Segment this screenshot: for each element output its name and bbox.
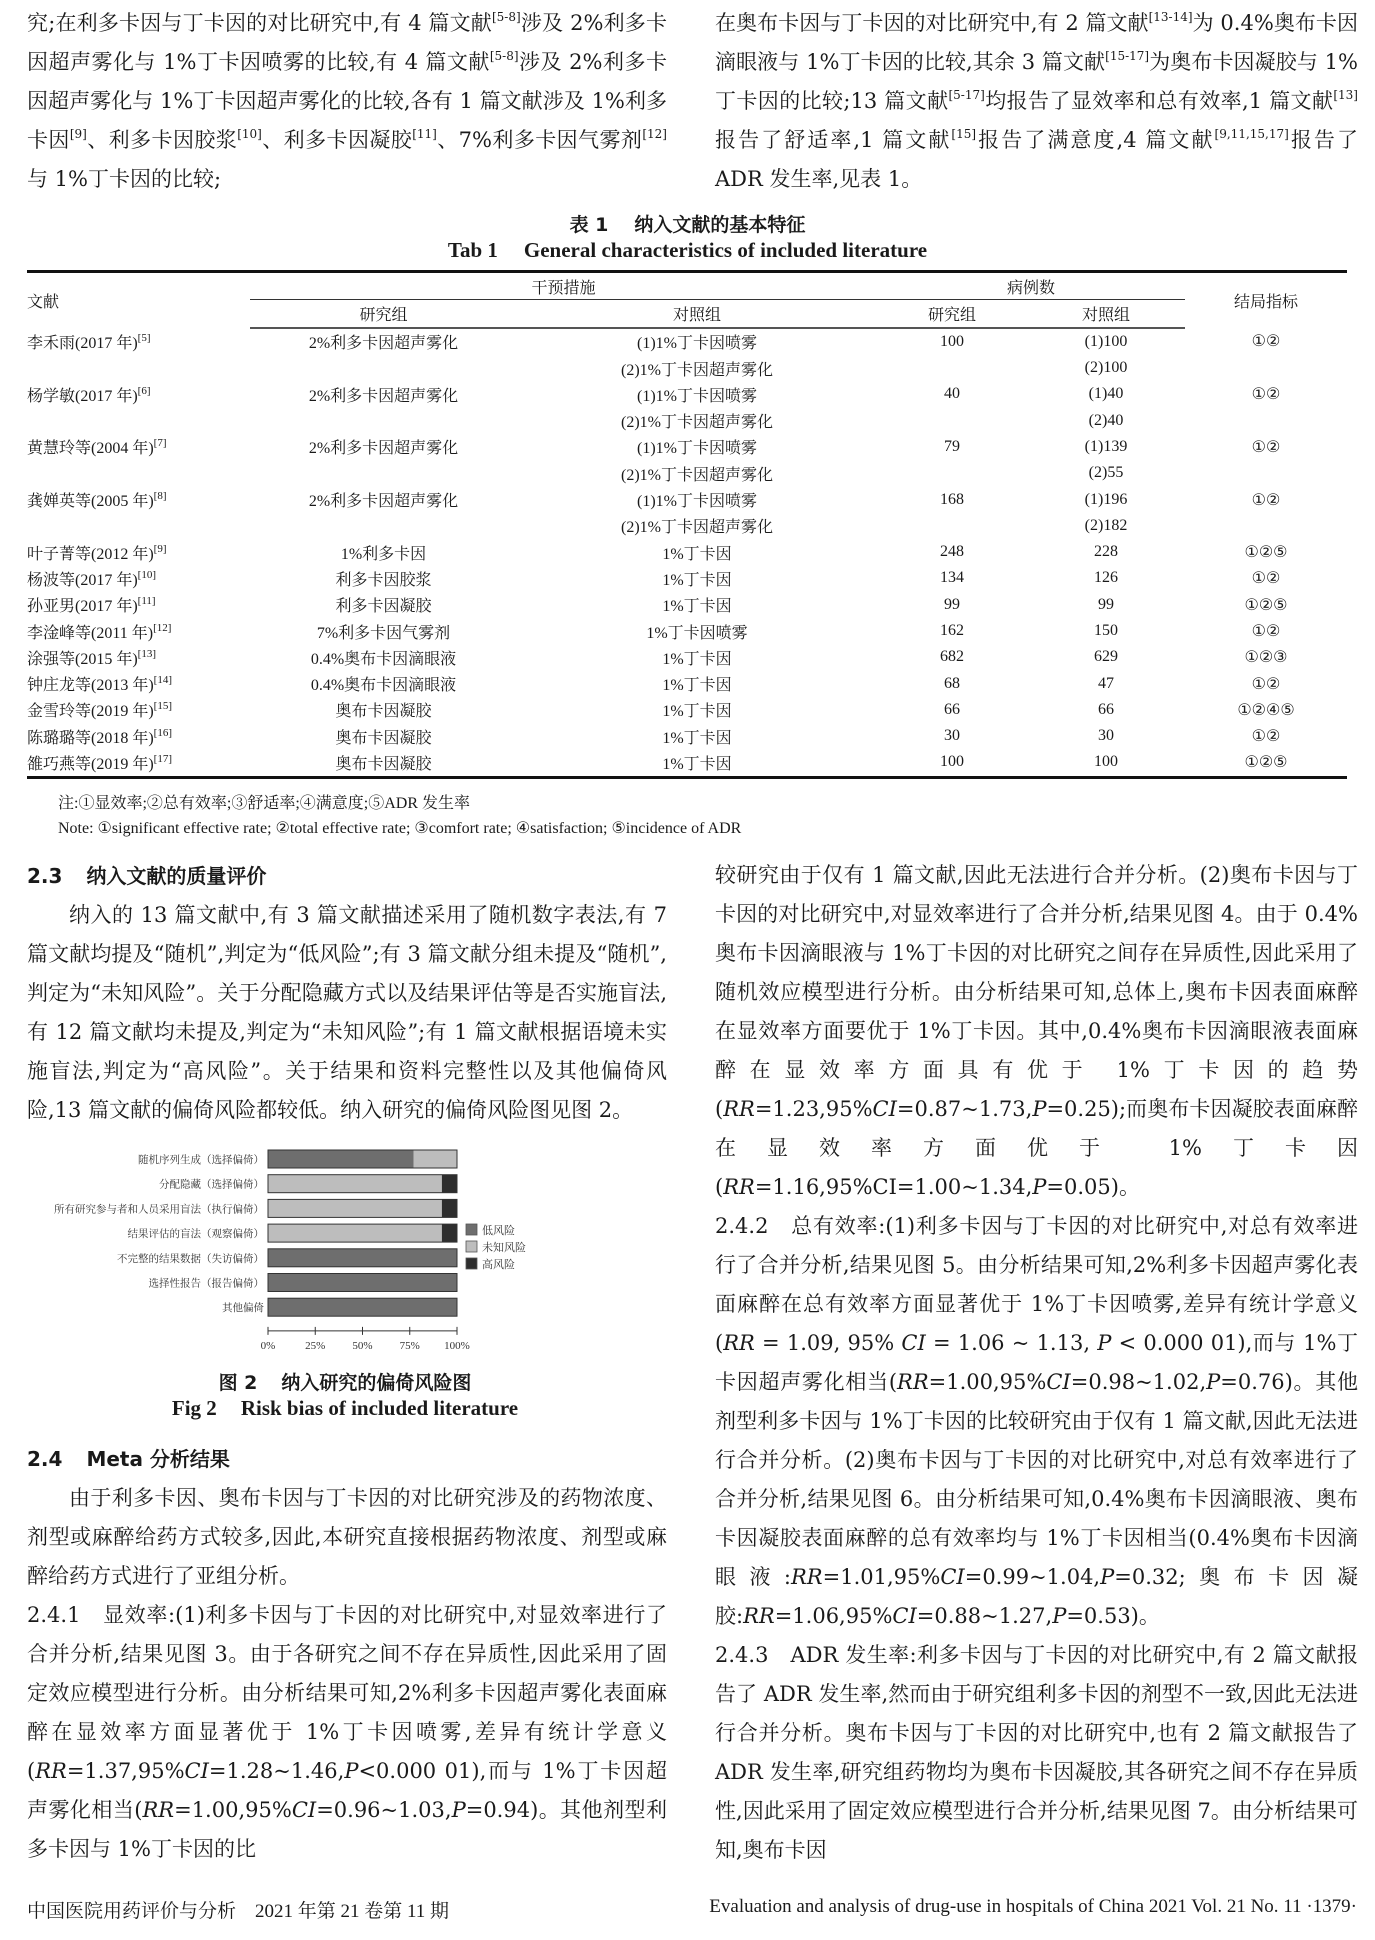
category-label: 随机序列生成（选择偏倚） [138, 1154, 264, 1166]
citation: [10] [137, 568, 156, 581]
figure-caption-en [0, 1396, 690, 1421]
section-number: 2.3 [27, 864, 63, 888]
bar-segment-low [268, 1298, 457, 1316]
table-row [27, 749, 1347, 777]
intro-paragraph-right [715, 4, 1358, 199]
citation: [15] [153, 700, 172, 713]
text: =0.25);而奥布卡因凝胶表面麻醉在显效率方面优于 1%丁卡因( [715, 1097, 1358, 1199]
cell-literature [27, 697, 250, 723]
cell-outcome: ①② [1251, 491, 1281, 509]
cell-empty [27, 460, 250, 486]
literature-name: 孙亚男(2017 年) [27, 598, 138, 616]
table-row [27, 328, 1347, 355]
cell-outcome: ①② [1251, 675, 1281, 693]
cell-literature [27, 381, 250, 407]
header-cases-study: 研究组 [877, 300, 1027, 328]
text: 较研究由于仅有 1 篇文献,因此无法进行合并分析。(2)奥布卡因与丁卡因的对比研究中,对显效率进行了合并分析,结果见图 4。由于 0.4%奥布卡因滴眼液与 1%丁卡因的对比研究之间存在异质性,因此采用了随机效应模型进行分析。由分析结果可知,总体上,奥布卡因表面麻醉在显效率方面要优于 1%丁卡因。其中,0.4%奥布卡因滴眼液表面麻醉在显效率方面具有优于 1%丁卡因的趋势( [715, 863, 1358, 1121]
section-heading-2-3 [27, 856, 667, 896]
cell-study-group: 奥布卡因凝胶 [250, 749, 517, 777]
cell-cases-control: (2)55 [1088, 464, 1124, 482]
cell-outcome: ①②⑤ [1185, 749, 1347, 777]
literature-name: 黄慧玲等(2004 年) [27, 440, 154, 458]
left-column-meta [27, 1439, 667, 1869]
cell-outcome: ①② [1251, 728, 1281, 746]
table-note-cn: 注:①显效率;②总有效率;③舒适率;④满意度;⑤ADR 发生率 [58, 795, 471, 812]
table-row [27, 434, 1347, 460]
legend-swatch [466, 1224, 477, 1235]
subsection-number: 2.4.2 [715, 1214, 769, 1238]
literature-name: 陈璐璐等(2018 年) [27, 729, 154, 747]
text: 与 1%丁卡因的比较; [27, 167, 222, 191]
text: RR [723, 1097, 755, 1121]
section-heading-2-4 [27, 1439, 667, 1479]
cell-control-group: (2)1%丁卡因超声雾化 [621, 466, 773, 484]
table-row [27, 723, 1347, 749]
subsection-number: 2.4.1 [27, 1603, 81, 1627]
cell-control-group: (2)1%丁卡因超声雾化 [621, 519, 773, 537]
text: =1.23,95% [754, 1097, 873, 1121]
citation: [5] [137, 331, 151, 344]
text: CI [940, 1565, 965, 1589]
table-row [27, 407, 1347, 433]
bar-segment-high [442, 1224, 457, 1242]
cell-outcome: ①②⑤ [1244, 544, 1288, 562]
text: CI [901, 1331, 926, 1355]
category-label: 分配隐藏（选择偏倚） [159, 1178, 264, 1191]
text: CI [892, 1604, 917, 1628]
intro-paragraph-left [27, 4, 667, 199]
cell-literature [27, 618, 250, 644]
cell-empty [250, 513, 517, 539]
cell-literature [27, 486, 250, 512]
cell-cases-control: (1)196 [1084, 490, 1128, 508]
text: = 1.09, 95% [754, 1331, 902, 1355]
text: < 0.000 01),而与 1%丁卡因超声雾化相当( [715, 1331, 1358, 1394]
bar-segment-low [268, 1150, 414, 1168]
cell-study-group: 0.4%奥布卡因滴眼液 [310, 677, 457, 695]
text: P [1032, 1097, 1047, 1121]
cell-literature [27, 539, 250, 565]
text: 报告了舒适率,1 篇文献 [715, 128, 952, 152]
cell-literature [27, 565, 250, 591]
cell-control-group: (1)1%丁卡因喷雾 [637, 440, 757, 458]
paragraph-2-4-2 [715, 1207, 1358, 1636]
text: 为奥布卡因凝胶与 1%丁卡因的比较;13 篇文献 [715, 50, 1358, 113]
cell-outcome [1185, 460, 1347, 486]
cell-control-group: (2)1%丁卡因超声雾化 [621, 361, 773, 379]
category-label: 所有研究参与者和人员采用盲法（执行偏倚） [54, 1203, 264, 1216]
cell-cases-control: 99 [1098, 595, 1114, 613]
cell-control-group: 1%丁卡因 [662, 729, 732, 747]
cell-cases-control: (2)182 [1084, 516, 1128, 534]
cell-outcome: ①② [1251, 570, 1281, 588]
text: = 1.06 ~ 1.13, [925, 1331, 1098, 1355]
text: 显效率:(1)利多卡因与丁卡因的对比研究中,对显效率进行了合并分析,结果见图 3。由于各研究之间不存在异质性,因此采用了固定效应模型进行分析。由分析结果可知,2%利多卡因超声雾化表面麻醉在显效率方面显著优于 1%丁卡因喷雾,差异有统计学意义( [27, 1603, 667, 1783]
text: <0.000 01),而与 1%丁卡因超声雾化相当( [27, 1759, 667, 1822]
cell-outcome [1185, 407, 1347, 433]
text: RR [723, 1331, 755, 1355]
text: =0.05)。 [1046, 1175, 1140, 1199]
legend-swatch [466, 1241, 477, 1252]
text: CI [1046, 1370, 1071, 1394]
cell-control-group: (1)1%丁卡因喷雾 [637, 493, 757, 511]
citation: [9] [153, 542, 167, 555]
text: =0.88~1.27, [916, 1604, 1053, 1628]
citation: [5-8] [489, 49, 519, 63]
cell-cases-study [877, 355, 1027, 381]
literature-name: 金雪玲等(2019 年) [27, 703, 154, 721]
cell-study-group: 2%利多卡因超声雾化 [308, 493, 459, 511]
text: RR [723, 1175, 755, 1199]
cell-cases-study: 99 [944, 595, 960, 613]
cell-control-group: 1%丁卡因喷雾 [646, 624, 748, 642]
text: =1.37,95% [66, 1759, 185, 1783]
x-tick-label: 0% [260, 1339, 276, 1352]
cell-outcome: ①② [1251, 386, 1281, 404]
text: CI [291, 1798, 317, 1822]
cell-cases-study: 40 [944, 385, 960, 403]
cell-study-group: 奥布卡因凝胶 [335, 729, 432, 747]
text: P [1052, 1604, 1067, 1628]
cell-cases-control: 629 [1094, 648, 1118, 666]
text: 究;在利多卡因与丁卡因的对比研究中,有 4 篇文献 [27, 11, 492, 35]
cell-cases-control: (2)40 [1088, 411, 1124, 429]
section-title: 纳入文献的质量评价 [86, 864, 267, 888]
paragraph-2-4-1 [27, 1596, 667, 1869]
cell-cases-study: 162 [940, 622, 964, 639]
header-outcome: 结局指标 [1185, 272, 1347, 328]
literature-name: 涂强等(2015 年) [27, 650, 138, 668]
text: CI [872, 1097, 897, 1121]
text: RR [743, 1604, 775, 1628]
legend-label: 高风险 [482, 1258, 515, 1271]
table-row [27, 381, 1347, 407]
table-row [27, 618, 1347, 644]
header-intervention: 干预措施 [250, 272, 877, 300]
text: RR [897, 1370, 929, 1394]
literature-name: 龚婵英等(2005 年) [27, 493, 154, 511]
bar-segment-unknown [268, 1175, 442, 1193]
x-tick-label: 25% [305, 1339, 326, 1352]
citation: [13] [1333, 88, 1358, 102]
figure-caption-cn [0, 1368, 690, 1395]
cell-outcome: ①②③ [1244, 649, 1288, 667]
citation: [8] [153, 490, 167, 503]
text: =0.96~1.03, [316, 1798, 452, 1822]
text: 涉及 2%利多卡因超声雾化与 1%丁卡因喷雾的比较,有 4 篇文献 [27, 11, 667, 74]
table-title-en [0, 238, 1375, 263]
cell-literature [27, 670, 250, 696]
citation: [12] [642, 127, 667, 141]
cell-study-group: 2%利多卡因超声雾化 [308, 440, 459, 458]
cell-cases-study: 682 [940, 648, 964, 666]
cell-outcome: ①②④⑤ [1237, 701, 1295, 719]
citation: [12] [153, 621, 172, 634]
category-label: 不完整的结果数据（失访偏倚） [117, 1252, 264, 1265]
text: =0.53)。 [1066, 1604, 1160, 1628]
text: =0.94)。其他剂型利多卡因与 1%丁卡因的比 [27, 1798, 667, 1861]
cell-control-group: 1%丁卡因 [662, 703, 732, 721]
cell-cases-control: 47 [1098, 674, 1114, 692]
legend-label: 未知风险 [482, 1241, 526, 1254]
bar-segment-low [268, 1274, 457, 1292]
text: 报告了 ADR 发生率,见表 1。 [715, 128, 1359, 191]
citation: [11] [137, 595, 156, 608]
legend-label: 低风险 [482, 1224, 515, 1237]
x-tick-label: 75% [399, 1339, 420, 1352]
cell-cases-study: 168 [940, 490, 964, 508]
citation: [13-14] [1148, 10, 1193, 24]
table-row [27, 355, 1347, 381]
citation: [10] [237, 127, 262, 141]
cell-literature [27, 434, 250, 460]
cell-cases-study: 66 [944, 700, 960, 718]
text: =0.87~1.73, [896, 1097, 1033, 1121]
citation: [9] [69, 127, 87, 141]
cell-literature [27, 328, 250, 355]
text: P [1032, 1175, 1047, 1199]
subsection-number: 2.4.3 [715, 1643, 769, 1667]
table-row [27, 513, 1347, 539]
citation: [15-17] [1105, 49, 1150, 63]
cell-literature [27, 749, 250, 777]
legend-swatch [466, 1258, 477, 1269]
figure-number: 图 2 [218, 1372, 258, 1394]
header-cases: 病例数 [877, 272, 1185, 300]
text: CI [184, 1759, 209, 1783]
cell-cases-study [877, 513, 1027, 539]
cell-cases-study: 248 [940, 543, 964, 561]
citation: [15] [951, 127, 977, 141]
text: P [1097, 1331, 1112, 1355]
text: =0.99~1.04, [964, 1565, 1101, 1589]
cell-study-group: 7%利多卡因气雾剂 [316, 624, 451, 642]
text: 、7%利多卡因气雾剂 [436, 128, 643, 152]
cell-cases-study [877, 407, 1027, 433]
text: RR [791, 1565, 823, 1589]
bar-segment-high [442, 1175, 457, 1193]
literature-name: 李淦峰等(2011 年) [27, 624, 154, 642]
cell-cases-study: 30 [944, 727, 960, 745]
paragraph-2-4-intro: 由于利多卡因、奥布卡因与丁卡因的对比研究涉及的药物浓度、剂型或麻醉给药方式较多,因此,本研究直接根据药物浓度、剂型或麻醉给药方式进行了亚组分析。 [27, 1486, 667, 1588]
text: ADR 发生率:利多卡因与丁卡因的对比研究中,有 2 篇文献报告了 ADR 发生率,然而由于研究组利多卡因的剂型不一致,因此无法进行合并分析。奥布卡因与丁卡因的对比研究中,也有 2 篇文献报告了 ADR 发生率,研究组药物均为奥布卡因凝胶,其各研究之间不存在异质性,因此采用了固定效应模型进行合并分析,结果见图 7。由分析结果可知,奥布卡因 [715, 1643, 1358, 1862]
text: =1.00,95% [928, 1370, 1047, 1394]
literature-name: 叶子菁等(2012 年) [27, 545, 154, 563]
cell-empty [250, 355, 517, 381]
text: RR [35, 1759, 67, 1783]
table-row [27, 592, 1347, 618]
literature-name: 杨学敏(2017 年) [27, 387, 138, 405]
left-column-body [27, 856, 667, 1130]
cell-control-group: 1%丁卡因 [662, 677, 732, 695]
header-cases-control: 对照组 [1027, 300, 1185, 328]
text: =0.32;奥布卡因凝胶: [715, 1565, 1358, 1628]
cell-cases-control: 150 [1094, 622, 1118, 639]
cell-cases-control: (1)139 [1084, 437, 1128, 455]
text: 总有效率:(1)利多卡因与丁卡因的对比研究中,对总有效率进行了合并分析,结果见图 5。由分析结果可知,2%利多卡因超声雾化表面麻醉在总有效率方面显著优于 1%丁卡因喷雾,差异有统计学意义( [715, 1214, 1358, 1355]
cell-study-group: 利多卡因胶浆 [335, 571, 432, 589]
cell-empty [250, 460, 517, 486]
header-literature: 文献 [27, 272, 250, 328]
cell-control-group: 1%丁卡因 [662, 650, 732, 668]
cell-cases-control: 30 [1098, 727, 1114, 745]
text: P [451, 1798, 466, 1822]
paragraph-2-4-1-cont [715, 856, 1358, 1207]
section-title: Meta 分析结果 [86, 1447, 230, 1471]
cell-outcome [1185, 355, 1347, 381]
table-note-en: Note: ①significant effective rate; ②total effective rate; ③comfort rate; ④satisfaction; ⑤incidence of ADR [58, 820, 742, 837]
cell-cases-control: 66 [1098, 700, 1114, 718]
table-row [27, 644, 1347, 670]
risk-of-bias-chart [54, 1146, 660, 1361]
table-row [27, 539, 1347, 565]
cell-control-group: 1%丁卡因 [662, 545, 732, 563]
text: 涉及 2%利多卡因超声雾化与 1%丁卡因超声雾化的比较,各有 1 篇文献涉及 1%利多卡因 [27, 50, 667, 152]
citation: [14] [153, 674, 172, 687]
cell-outcome: ①② [1251, 623, 1281, 640]
table-row [27, 565, 1347, 591]
text: =1.01,95% [822, 1565, 941, 1589]
citation: [9,11,15,17] [1214, 127, 1289, 141]
table-number: Tab 1 [447, 238, 498, 262]
cell-literature [27, 592, 250, 618]
cell-cases-study: 134 [940, 569, 964, 587]
text: P [344, 1759, 359, 1783]
paragraph-2-4-3 [715, 1636, 1358, 1870]
cell-literature [27, 723, 250, 749]
table-1 [27, 270, 1347, 779]
literature-name: 李禾雨(2017 年) [27, 334, 138, 352]
citation: [6] [137, 384, 151, 397]
right-column-body [715, 856, 1358, 1870]
figure-title: 纳入研究的偏倚风险图 [281, 1372, 472, 1394]
cell-cases-control: (2)100 [1084, 359, 1128, 377]
cell-cases-study: 68 [944, 674, 960, 692]
citation: [5-17] [948, 88, 985, 102]
text: 报告了满意度,4 篇文献 [976, 128, 1215, 152]
cell-literature [27, 644, 250, 670]
literature-name: 雒巧燕等(2019 年) [27, 755, 154, 773]
text: =1.16,95%CI=1.00~1.34, [754, 1175, 1033, 1199]
category-label: 其他偏倚 [222, 1302, 264, 1315]
cell-study-group: 利多卡因凝胶 [335, 598, 432, 616]
text: P [1206, 1370, 1221, 1394]
x-tick-label: 100% [444, 1339, 470, 1352]
cell-control-group: (1)1%丁卡因喷雾 [637, 335, 757, 353]
cell-study-group: 2%利多卡因超声雾化 [308, 387, 459, 405]
x-tick-label: 50% [352, 1339, 373, 1352]
cell-cases-control: (1)40 [1088, 385, 1124, 403]
figure-number: Fig 2 [171, 1396, 217, 1420]
cell-cases-control: 100 [1027, 749, 1185, 777]
cell-empty [27, 355, 250, 381]
table-number: 表 1 [569, 214, 609, 236]
cell-study-group: 1%利多卡因 [340, 545, 427, 563]
footer-journal-cn: 中国医院用药评价与分析 2021 年第 21 卷第 11 期 [27, 1901, 450, 1922]
category-label: 结果评估的盲法（观察偏倚） [127, 1228, 264, 1241]
citation: [17] [153, 752, 172, 765]
literature-name: 杨波等(2017 年) [27, 571, 138, 589]
citation: [13] [137, 647, 156, 660]
cell-cases-study [877, 460, 1027, 486]
cell-control-group: (2)1%丁卡因超声雾化 [621, 414, 773, 432]
text: 均报告了显效率和总有效率,1 篇文献 [984, 89, 1334, 113]
text: RR [142, 1798, 175, 1822]
citation: [5-8] [491, 10, 521, 24]
cell-empty [27, 513, 250, 539]
cell-study-group: 奥布卡因凝胶 [335, 703, 432, 721]
cell-control-group: (1)1%丁卡因喷雾 [637, 387, 757, 405]
text: =0.98~1.02, [1070, 1370, 1207, 1394]
text: =1.00,95% [174, 1798, 292, 1822]
table-row [27, 460, 1347, 486]
header-study-group: 研究组 [250, 300, 517, 328]
cell-empty [27, 407, 250, 433]
bar-segment-unknown [268, 1224, 442, 1242]
cell-empty [250, 407, 517, 433]
bar-segment-unknown [268, 1199, 442, 1217]
figure-title: Risk bias of included literature [240, 1396, 519, 1420]
citation: [7] [153, 437, 167, 450]
text: 、利多卡因胶浆 [86, 128, 238, 152]
cell-study-group: 0.4%奥布卡因滴眼液 [310, 650, 457, 668]
category-label: 选择性报告（报告偏倚） [148, 1277, 264, 1290]
footer-journal-en: Evaluation and analysis of drug-use in hospitals of China 2021 Vol. 21 No. 11 ·1379· [709, 1896, 1357, 1917]
cell-cases-study: 79 [944, 437, 960, 455]
cell-outcome: ①② [1251, 333, 1281, 351]
citation: [11] [412, 127, 437, 141]
cell-control-group: 1%丁卡因 [662, 598, 732, 616]
cell-cases-control: (1)100 [1084, 332, 1128, 350]
table-title: General characteristics of included literature [523, 238, 928, 262]
bar-segment-low [268, 1249, 457, 1267]
text: 、利多卡因凝胶 [261, 128, 413, 152]
header-control-group: 对照组 [517, 300, 877, 328]
text: P [1100, 1565, 1115, 1589]
cell-control-group: 1%丁卡因 [662, 571, 732, 589]
bar-segment-high [442, 1199, 457, 1217]
cell-control-group: 1%丁卡因 [517, 749, 877, 777]
bar-segment-unknown [414, 1150, 457, 1168]
cell-study-group: 2%利多卡因超声雾化 [308, 335, 459, 353]
cell-cases-control: 126 [1094, 569, 1118, 587]
cell-outcome: ①② [1251, 438, 1281, 456]
cell-cases-study: 100 [877, 749, 1027, 777]
table-title: 纳入文献的基本特征 [634, 214, 806, 236]
table-row [27, 670, 1347, 696]
table-row [27, 486, 1347, 512]
text: =1.06,95% [774, 1604, 893, 1628]
section-number: 2.4 [27, 1447, 63, 1471]
cell-outcome [1185, 513, 1347, 539]
cell-outcome: ①②⑤ [1244, 596, 1288, 614]
paragraph-2-3: 纳入的 13 篇文献中,有 3 篇文献描述采用了随机数字表法,有 7 篇文献均提及“随机”,判定为“低风险”;有 3 篇文献分组未提及“随机”,判定为“未知风险”。关于分配隐藏方式以及结果评估等是否实施盲法,有 12 篇文献均未提及,判定为“未知风险”;有 1 篇文献根据语境未实施盲法,判定为“高风险”。关于结果和资料完整性以及其他偏倚风险,13 篇文献的偏倚风险都较低。纳入研究的偏倚风险图见图 2。 [27, 903, 667, 1122]
cell-cases-study: 100 [940, 332, 964, 350]
table-row [27, 697, 1347, 723]
text: 在奥布卡因与丁卡因的对比研究中,有 2 篇文献 [715, 11, 1149, 35]
cell-cases-control: 228 [1094, 543, 1118, 561]
table-title-cn [0, 210, 1375, 237]
text: =0.76)。其他剂型利多卡因与 1%丁卡因的比较研究由于仅有 1 篇文献,因此无法进行合并分析。(2)奥布卡因与丁卡因的对比研究中,对总有效率进行了合并分析,结果见图 6。由分析结果可知,0.4%奥布卡因滴眼液、奥布卡因凝胶表面麻醉的总有效率均与 1%丁卡因相当(0.4%奥布卡因滴眼液: [715, 1370, 1358, 1589]
text: =1.28~1.46, [208, 1759, 345, 1783]
citation: [16] [153, 726, 172, 739]
literature-name: 钟庄龙等(2013 年) [27, 677, 154, 695]
text: 为 0.4%奥布卡因滴眼液与 1%丁卡因的比较,其余 3 篇文献 [715, 11, 1358, 74]
